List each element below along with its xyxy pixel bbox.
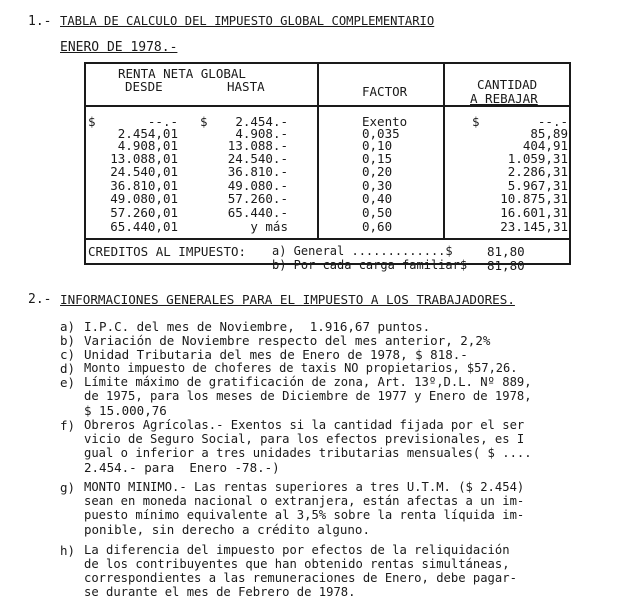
desde-cell: 36.810,01 — [110, 178, 178, 193]
list-item: Obreros Agrícolas.- Exentos si la cantidad fijada por el ser — [84, 418, 525, 432]
factor-cell: Exento — [362, 114, 408, 129]
factor-cell: 0,20 — [362, 164, 393, 179]
section-1-title: TABLA DE CALCULO DEL IMPUESTO GLOBAL COMPLEMENTARIO — [60, 14, 435, 28]
header-cantidad: CANTIDAD — [477, 77, 538, 92]
hasta-cell: 24.540.- — [227, 151, 288, 166]
list-item-continued: de los contribuyentes que han obtenido rentas simultáneas, — [84, 557, 510, 571]
list-item: Límite máximo de gratificación de zona, Art. 13º,D.L. Nº 889, — [84, 375, 532, 389]
item-letter: h) — [60, 543, 76, 558]
header-factor: FACTOR — [362, 84, 408, 99]
rebajar-cell: 404,91 — [522, 138, 568, 153]
factor-cell: 0,15 — [362, 151, 393, 166]
factor-cell: 0,10 — [362, 138, 393, 153]
item-letter: d) — [60, 361, 76, 376]
header-hasta: HASTA — [227, 79, 265, 94]
cantidad-column-rule — [443, 62, 445, 238]
section-2-title: INFORMACIONES GENERALES PARA EL IMPUESTO A LOS TRABAJADORES. — [60, 292, 515, 307]
factor-cell: 0,60 — [362, 219, 393, 234]
factor-cell: 0,50 — [362, 205, 393, 220]
header-renta-neta-global: RENTA NETA GLOBAL — [118, 66, 246, 81]
rebajar-cell: 16.601,31 — [500, 205, 568, 220]
list-item-continued: vicio de Seguro Social, para los efectos previsionales, es I — [84, 432, 525, 446]
table-right-border — [569, 62, 571, 264]
list-item-continued: gual o inferior a tres unidades tributarias mensuales( $ .... — [84, 446, 532, 460]
desde-cell: 2.454,01 — [117, 126, 178, 141]
table-left-border — [84, 62, 86, 264]
currency-hasta: $ — [200, 114, 208, 129]
list-item-continued: puesto mínimo equivalente al 3,5% sobre la renta líquida im- — [84, 508, 525, 522]
rebajar-cell: 85,89 — [530, 126, 568, 141]
list-item-continued: se durante el mes de Febrero de 1978. — [84, 585, 356, 599]
list-item: I.P.C. del mes de Noviembre, 1.916,67 puntos. — [84, 319, 431, 334]
hasta-cell: 4.908.- — [235, 126, 288, 141]
currency-desde: $ — [88, 114, 96, 129]
desde-cell: 4.908,01 — [117, 138, 178, 153]
rebajar-cell: --.- — [537, 114, 568, 129]
factor-column-rule — [317, 62, 319, 238]
hasta-cell: y más — [250, 219, 288, 234]
factor-cell: 0,035 — [362, 126, 400, 141]
hasta-cell: 49.080.- — [227, 178, 288, 193]
item-letter: e) — [60, 375, 76, 390]
list-item-continued: $ 15.000,76 — [84, 403, 167, 418]
desde-cell: --.- — [147, 114, 178, 129]
factor-cell: 0,30 — [362, 178, 393, 193]
header-a-rebajar: A REBAJAR — [470, 91, 538, 106]
section-1-number: 1.- — [28, 14, 52, 29]
section-1-subtitle: ENERO DE 1978.- — [60, 40, 178, 55]
rebajar-cell: 23.145,31 — [500, 219, 568, 234]
credito-general-label: a) General .............$ — [272, 244, 453, 258]
desde-cell: 13.088,01 — [110, 151, 178, 166]
creditos-divider — [84, 238, 570, 240]
list-item-continued: 2.454.- para Enero -78.-) — [84, 460, 280, 475]
rebajar-cell: 5.967,31 — [507, 178, 568, 193]
section-2-number: 2.- — [28, 292, 52, 307]
table-top-border — [84, 62, 570, 64]
list-item: Unidad Tributaria del mes de Enero de 1978, $ 818.- — [84, 347, 468, 362]
item-letter: a) — [60, 319, 76, 334]
hasta-cell: 13.088.- — [227, 138, 288, 153]
desde-cell: 65.440,01 — [110, 219, 178, 234]
credito-general-value: 81,80 — [487, 244, 525, 259]
list-item: MONTO MINIMO.- Las rentas superiores a tres U.T.M. ($ 2.454) — [84, 480, 525, 494]
item-letter: f) — [60, 418, 76, 433]
header-desde: DESDE — [125, 79, 163, 94]
rebajar-cell: 1.059,31 — [507, 151, 568, 166]
hasta-cell: 2.454.- — [235, 114, 288, 129]
item-letter: g) — [60, 480, 76, 495]
factor-cell: 0,40 — [362, 191, 393, 206]
currency-rebajar: $ — [472, 114, 480, 129]
credito-carga-label: b) Por cada carga familiar$ — [272, 258, 468, 272]
desde-cell: 57.260,01 — [110, 205, 178, 220]
list-item-continued: ponible, sin derecho a crédito alguno. — [84, 522, 370, 537]
hasta-cell: 36.810.- — [227, 164, 288, 179]
list-item: Monto impuesto de choferes de taxis NO propietarios, $57,26. — [84, 361, 518, 375]
list-item-continued: correspondientes a las remuneraciones de Enero, debe pagar- — [84, 571, 517, 585]
list-item: Variación de Noviembre respecto del mes anterior, 2,2% — [84, 333, 491, 348]
hasta-cell: 65.440.- — [227, 205, 288, 220]
hasta-cell: 57.260.- — [227, 191, 288, 206]
desde-cell: 24.540,01 — [110, 164, 178, 179]
item-letter: c) — [60, 347, 76, 362]
desde-cell: 49.080,01 — [110, 191, 178, 206]
list-item-continued: de 1975, para los meses de Diciembre de 1977 y Enero de 1978, — [84, 389, 532, 403]
credito-carga-value: 81,80 — [487, 258, 525, 273]
rebajar-cell: 10.875,31 — [500, 191, 568, 206]
item-letter: b) — [60, 333, 76, 348]
rebajar-cell: 2.286,31 — [507, 164, 568, 179]
list-item: La diferencia del impuesto por efectos de la reliquidación — [84, 543, 510, 557]
list-item-continued: sean en moneda nacional o extranjera, están afectas a un im- — [84, 494, 525, 508]
creditos-label: CREDITOS AL IMPUESTO: — [88, 244, 247, 259]
